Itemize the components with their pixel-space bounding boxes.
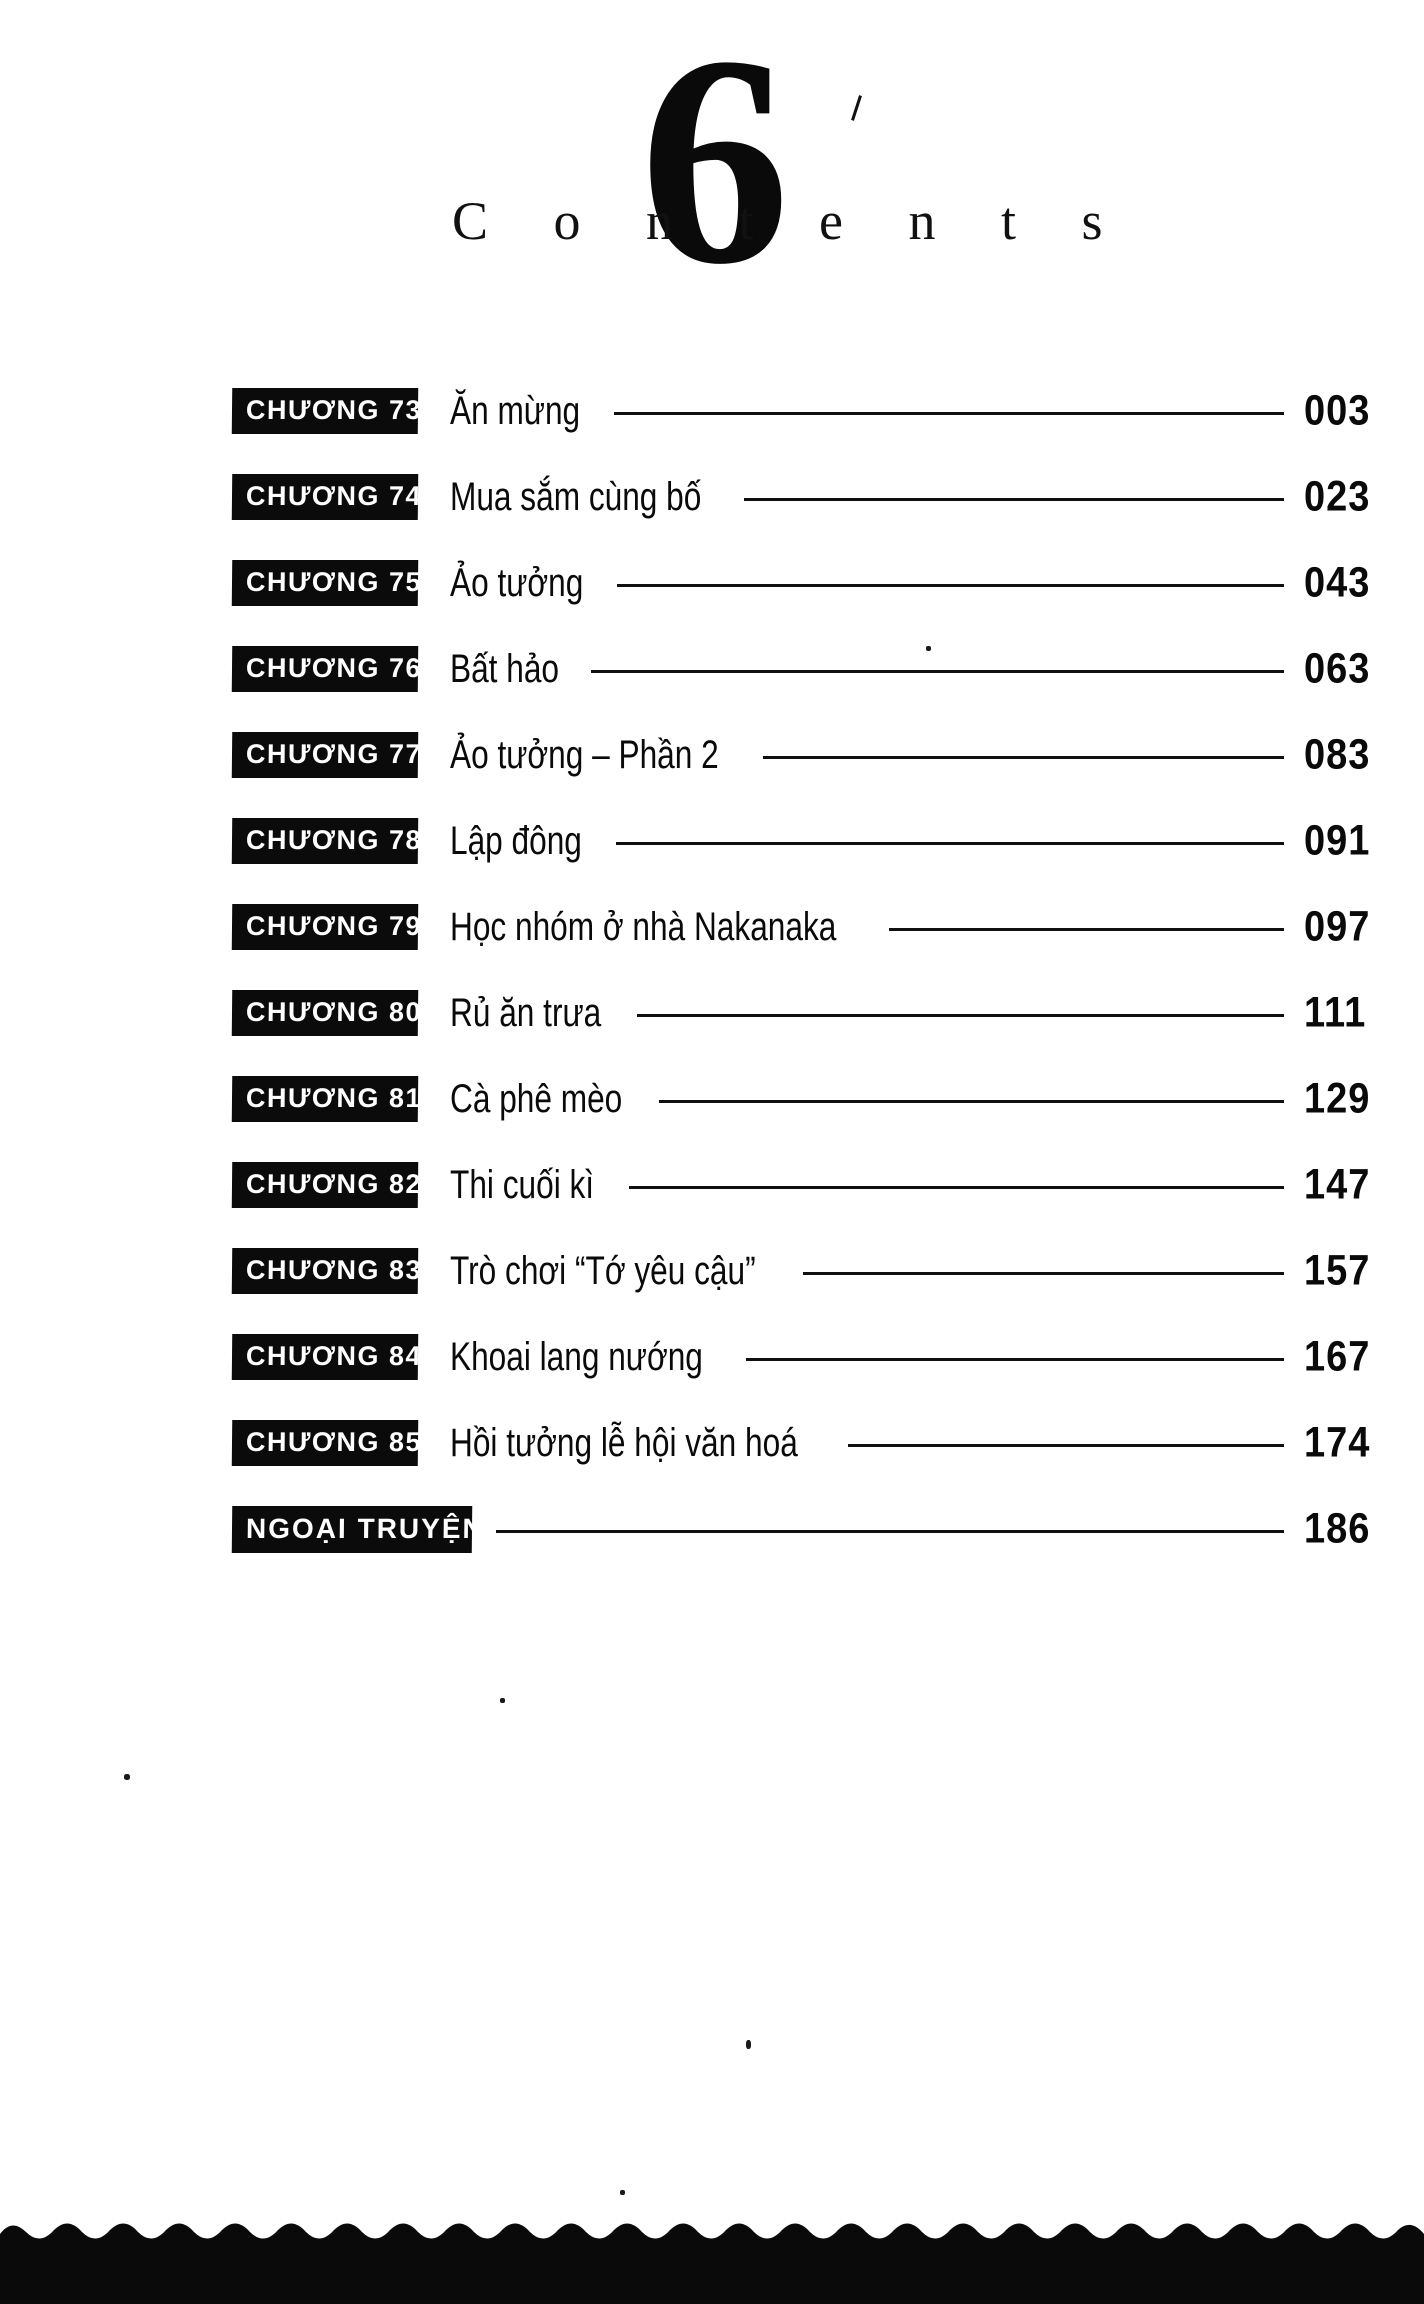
chapter-badge: CHƯƠNG 81 — [232, 1076, 418, 1122]
page-number: 003 — [1304, 386, 1371, 434]
chapter-title: Ảo tưởng — [450, 559, 584, 605]
list-item[interactable] — [0, 970, 1424, 1056]
chapter-badge: CHƯƠNG 78 — [232, 818, 418, 864]
chapter-badge: CHƯƠNG 77 — [232, 732, 418, 778]
list-item[interactable] — [0, 1056, 1424, 1142]
page-number: 091 — [1304, 816, 1371, 864]
chapter-title: Khoai lang nướng — [450, 1333, 703, 1379]
paper-speck — [500, 1698, 505, 1703]
leader-line — [629, 1186, 1284, 1189]
list-item[interactable] — [0, 1228, 1424, 1314]
page-number: 186 — [1304, 1504, 1371, 1552]
table-of-contents — [0, 368, 1424, 1572]
chapter-badge: CHƯƠNG 84 — [232, 1334, 418, 1380]
page-number: 111 — [1304, 988, 1367, 1036]
list-item[interactable] — [0, 1400, 1424, 1486]
leader-line — [614, 412, 1284, 415]
leader-line — [617, 584, 1284, 587]
chapter-badge: CHƯƠNG 73 — [232, 388, 418, 434]
leader-line — [591, 670, 1284, 673]
page-header — [0, 0, 1424, 330]
paper-speck — [926, 646, 931, 651]
leader-line — [616, 842, 1284, 845]
chapter-badge: CHƯƠNG 82 — [232, 1162, 418, 1208]
page-number: 157 — [1304, 1246, 1371, 1294]
chapter-badge: CHƯƠNG 75 — [232, 560, 418, 606]
bottom-solid-bar — [0, 2240, 1424, 2304]
list-item[interactable] — [0, 798, 1424, 884]
paper-speck — [124, 1774, 130, 1780]
chapter-title: Bất hảo — [450, 645, 560, 691]
chapter-badge: CHƯƠNG 80 — [232, 990, 418, 1036]
leader-line — [637, 1014, 1284, 1017]
chapter-title: Cà phê mèo — [450, 1075, 623, 1121]
leader-line — [659, 1100, 1284, 1103]
list-item[interactable] — [0, 1142, 1424, 1228]
page-bottom-band — [0, 2184, 1424, 2304]
list-item[interactable] — [0, 1486, 1424, 1572]
chapter-title: Học nhóm ở nhà Nakanaka — [450, 903, 837, 949]
page-number: 174 — [1304, 1418, 1371, 1466]
chapter-badge: CHƯƠNG 74 — [232, 474, 418, 520]
page-title: C o n t e n t s — [452, 191, 1129, 251]
list-item[interactable] — [0, 626, 1424, 712]
chapter-badge: CHƯƠNG 83 — [232, 1248, 418, 1294]
chapter-title: Hồi tưởng lễ hội văn hoá — [450, 1419, 798, 1465]
page-number: 167 — [1304, 1332, 1371, 1380]
paper-speck — [746, 2040, 751, 2049]
chapter-title: Thi cuối kì — [450, 1161, 595, 1207]
list-item[interactable] — [0, 368, 1424, 454]
list-item[interactable] — [0, 712, 1424, 798]
page-number: 043 — [1304, 558, 1371, 606]
chapter-title: Ăn mừng — [450, 387, 581, 433]
page-number: 147 — [1304, 1160, 1371, 1208]
chapter-title: Rủ ăn trưa — [450, 989, 602, 1035]
leader-line — [746, 1358, 1284, 1361]
chapter-title: Trò chơi “Tớ yêu cậu” — [450, 1247, 756, 1293]
chapter-badge: NGOẠI TRUYỆN — [232, 1506, 472, 1553]
volume-number: 6 — [640, 0, 786, 326]
list-item[interactable] — [0, 884, 1424, 970]
list-item[interactable] — [0, 454, 1424, 540]
page-number: 083 — [1304, 730, 1371, 778]
leader-line — [496, 1530, 1284, 1533]
page-number: 129 — [1304, 1074, 1371, 1122]
chapter-title: Ảo tưởng – Phần 2 — [450, 731, 719, 777]
leader-line — [744, 498, 1284, 501]
page-number: 023 — [1304, 472, 1371, 520]
chapter-badge: CHƯƠNG 76 — [232, 646, 418, 692]
page-number: 063 — [1304, 644, 1371, 692]
leader-line — [848, 1444, 1284, 1447]
leader-line — [889, 928, 1284, 931]
chapter-badge: CHƯƠNG 85 — [232, 1420, 418, 1466]
decorative-tick — [851, 95, 862, 121]
chapter-title: Mua sắm cùng bố — [450, 473, 702, 519]
leader-line — [763, 756, 1284, 759]
chapter-title: Lập đông — [450, 817, 582, 863]
list-item[interactable] — [0, 1314, 1424, 1400]
page-number: 097 — [1304, 902, 1371, 950]
list-item[interactable] — [0, 540, 1424, 626]
leader-line — [803, 1272, 1284, 1275]
chapter-badge: CHƯƠNG 79 — [232, 904, 418, 950]
